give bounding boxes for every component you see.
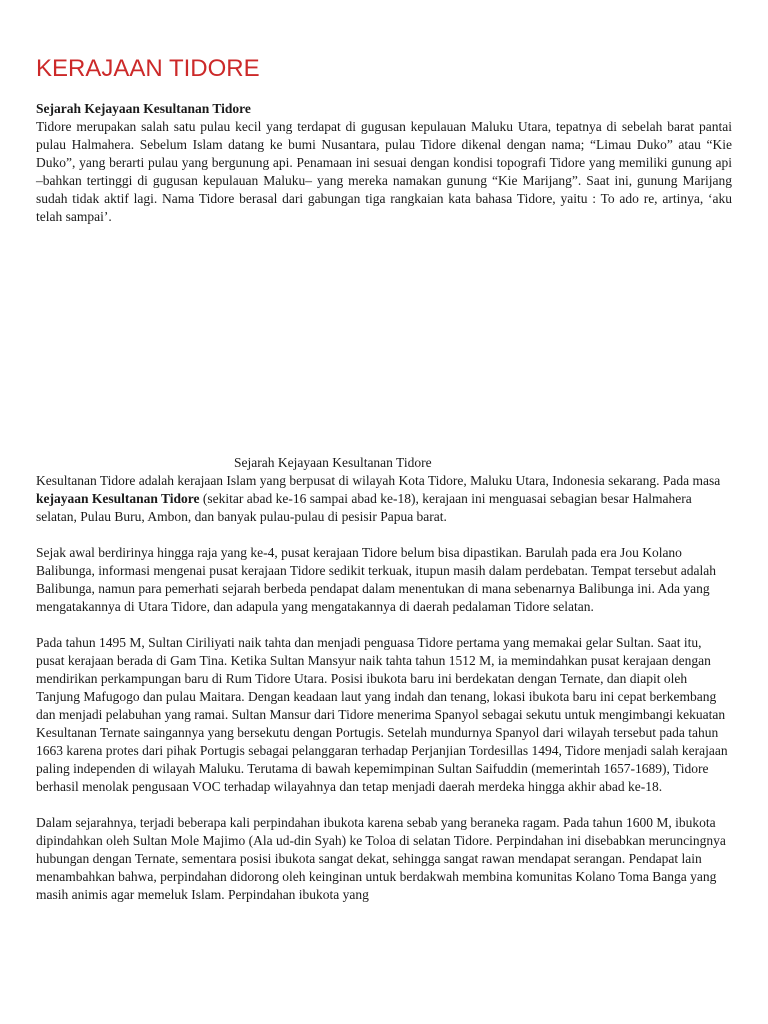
history-paragraph-1-start: Kesultanan Tidore adalah kerajaan Islam yang berpusat di wilayah Kota Tidore, Maluku Utara, Indonesia sekarang. Pada masa	[36, 473, 721, 488]
history-paragraph-1	[36, 472, 732, 526]
history-section	[36, 454, 732, 922]
history-paragraph-1-emphasis: kejayaan Kesultanan Tidore	[36, 491, 200, 506]
document-title: KERAJAAN TIDORE	[36, 55, 260, 82]
history-paragraph-4: Dalam sejarahnya, terjadi beberapa kali perpindahan ibukota karena sebab yang beraneka ragam. Pada tahun 1600 M, ibukota dipindahkan oleh Sultan Mole Majimo (Ala ud-din Syah) ke Toloa di selatan Tidore. Perpindahan ini disebabkan meruncingnya hubungan dengan Ternate, sementara posisi ibukota sangat dekat, sehingga sangat rawan mendapat serangan. Pendapat lain menambahkan bahwa, perpindahan didorong oleh keinginan untuk berdakwah membina komunitas Kolano Toma Banga yang masih animis agar memeluk Islam. Perpindahan ibukota yang	[36, 815, 726, 902]
history-paragraph-1-end: (sekitar abad ke-16 sampai abad ke-18), kerajaan ini menguasai sebagian besar Halmahera selatan, Pulau Buru, Ambon, dan banyak pulau-pulau di pesisir Papua barat.	[36, 491, 692, 524]
intro-paragraph: Tidore merupakan salah satu pulau kecil yang terdapat di gugusan kepulauan Maluku Utara, tepatnya di sebelah barat pantai pulau Halmahera. Sebelum Islam datang ke bumi Nusantara, pulau Tidore dikenal dengan nama; “Limau Duko” atau “Kie Duko”, yang berarti pulau yang bergunung api. Penamaan ini sesuai dengan kondisi topografi Tidore yang memiliki gunung api –bahkan tertinggi di gugusan kepulauan Maluku– yang mereka namakan gunung “Kie Marijang”. Saat ini, gunung Marijang sudah tidak aktif lagi. Nama Tidore berasal dari gabungan tiga rangkaian kata bahasa Tidore, yaitu : To ado re, artinya, ‘aku telah sampai’.	[36, 119, 732, 224]
intro-heading: Sejarah Kejayaan Kesultanan Tidore	[36, 101, 251, 116]
history-paragraph-3: Pada tahun 1495 M, Sultan Ciriliyati naik tahta dan menjadi penguasa Tidore pertama yang memakai gelar Sultan. Saat itu, pusat kerajaan berada di Gam Tina. Ketika Sultan Mansyur naik tahta tahun 1512 M, ia memindahkan pusat kerajaan dengan mendirikan perkampungan baru di Rum Tidore Utara. Posisi ibukota baru ini berdekatan dengan Ternate, dan diapit oleh Tanjung Mafugogo dan pulau Maitara. Dengan keadaan laut yang indah dan tenang, lokasi ibukota baru ini cepat berkembang dan menjadi pelabuhan yang ramai. Sultan Mansur dari Tidore menerima Spanyol sebagai sekutu untuk mengimbangi kekuatan Kesultanan Ternate saingannya yang bersekutu dengan Portugis. Setelah mundurnya Spanyol dari wilayah tersebut pada tahun 1663 karena protes dari pihak Portugis sebagai pelanggaran terhadap Perjanjian Tordesillas 1494, Tidore menjadi salah kerajaan paling independen di wilayah Maluku. Terutama di bawah kepemimpinan Sultan Saifuddin (memerintah 1657-1689), Tidore berhasil menolak pengusaan VOC terhadap wilayahnya dan tetap menjadi daerah merdeka hingga akhir abad ke-18.	[36, 635, 728, 794]
intro-section	[36, 100, 732, 226]
history-subheading: Sejarah Kejayaan Kesultanan Tidore	[234, 455, 432, 470]
history-paragraph-2: Sejak awal berdirinya hingga raja yang ke-4, pusat kerajaan Tidore belum bisa dipastikan. Barulah pada era Jou Kolano Balibunga, informasi mengenai pusat kerajaan Tidore sedikit terkuak, itupun masih dalam perdebatan. Tempat tersebut adalah Balibunga, namun para pemerhati sejarah berbeda pendapat dalam menentukan di mana sebenarnya Balibunga ini. Ada yang mengatakannya di Utara Tidore, dan adapula yang mengatakannya di daerah pedalaman Tidore selatan.	[36, 545, 716, 614]
